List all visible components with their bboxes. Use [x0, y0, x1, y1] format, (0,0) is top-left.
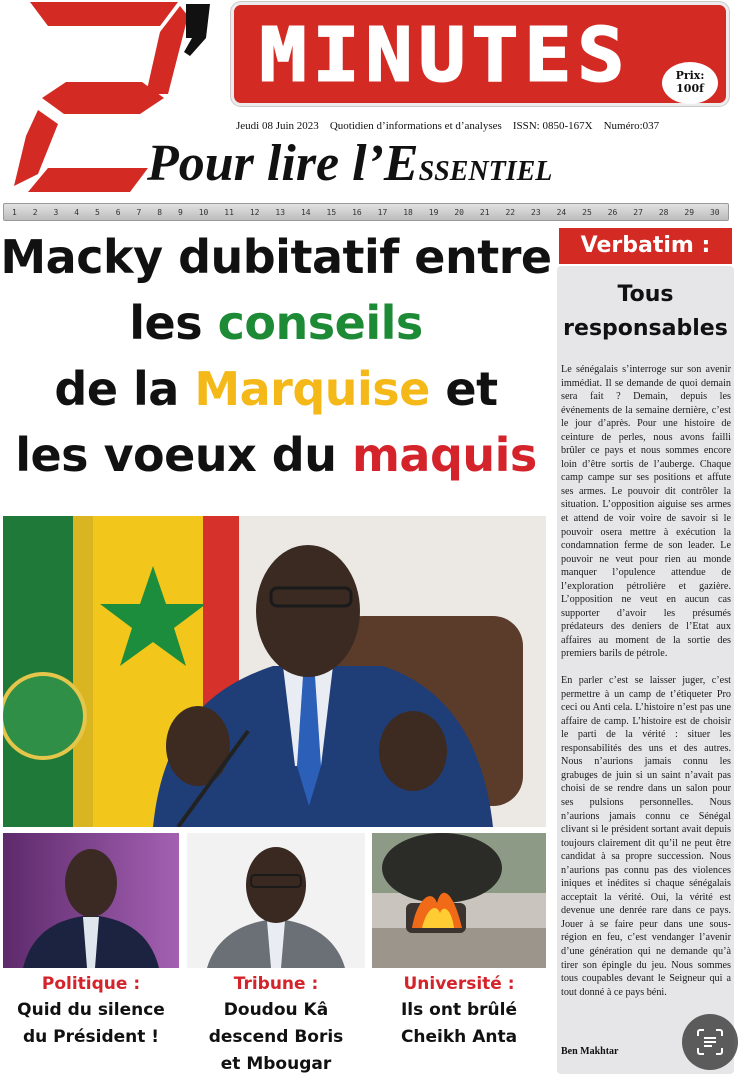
verbatim-author: Ben Makhtar [561, 1046, 619, 1057]
ticker-mark: 23 [531, 207, 541, 217]
story-title-line: et Mbougar [220, 1054, 332, 1074]
headline-line3-c: et [429, 362, 498, 416]
ticker-mark: 28 [658, 207, 669, 217]
headline-line3 [0, 356, 552, 422]
title-banner [231, 2, 729, 106]
ticker-mark: 22 [505, 207, 516, 217]
newspaper-title: MINUTES [259, 13, 631, 99]
headline-line2-a: les [129, 296, 218, 350]
story-title-line: Quid du silence [17, 1000, 165, 1020]
ticker-mark: 11 [224, 207, 234, 217]
story-title-line: du Président ! [22, 1027, 160, 1047]
verbatim-title-line1: Tous [617, 282, 674, 307]
ticker-mark: 17 [377, 207, 388, 217]
ticker-mark: 25 [582, 207, 592, 217]
story-photo-tribune [187, 833, 365, 968]
ticker-mark: 30 [709, 207, 720, 217]
slogan [147, 133, 732, 198]
main-photo-president [3, 516, 546, 827]
ticker-mark: 9 [177, 207, 183, 217]
scan-text-icon [695, 1027, 725, 1057]
ticker-mark: 14 [300, 207, 311, 217]
ticker-strip [3, 203, 729, 221]
main-headline [0, 224, 552, 488]
story-politique[interactable] [3, 972, 179, 1051]
story-title-line: Cheikh Anta [400, 1027, 518, 1047]
issue-date: Jeudi 08 Juin 2023 [236, 120, 319, 132]
headline-line2 [0, 290, 552, 356]
verbatim-article [561, 363, 731, 1012]
ticker-mark: 5 [94, 207, 100, 217]
headline-word-marquise: Marquise [194, 362, 430, 416]
verbatim-title [559, 278, 732, 346]
headline-line1: Macky dubitatif entre [0, 230, 552, 284]
ticker-mark: 21 [479, 207, 490, 217]
story-category: Politique : [41, 974, 141, 994]
verbatim-paragraph-2: En parler c’est se laisser juger, c’est permettre à un camp de t’étiqueter Pro ceci ou Anti cela. L’histoire n’est pas une affaire de camp. L’histoire est de choisir le parti de la vérité : situer les responsabilités des uns et des autres. Nous n’aurions jamais connu les grabuges de juin si un saint n’avait pas choisi de se rendre dans un salon pour ses pulsions personnelles. Nous n’aurions jamais connu ce Sénégal clivant si le président sortant avait depuis toujours clairement dit qu’il ne peut être candidat à sa propre succession. Nous n’aurions pas connu pas des violences iniques et inédites si chaque sénégalais acceptait la vérité. Oui, la vérité est devenue une denrée rare dans ce pays. Jouer à se faire peur dans une sous-région en feu, c’est vendanger l’avenir d’une génération qui ne demande qu’à tirer son épingle du jeu. Nous sommes tous coupables devant le Seigneur qui a tout donné à ce pays béni. [561, 675, 731, 998]
scan-text-button[interactable] [682, 1014, 738, 1070]
main-photo-illustration [3, 516, 546, 827]
issue-number: Numéro:037 [603, 120, 660, 132]
verbatim-title-line2: responsables [563, 316, 728, 341]
verbatim-header: Verbatim : [559, 228, 732, 264]
ticker-mark: 27 [633, 207, 643, 217]
headline-word-conseils: conseils [217, 296, 423, 350]
issn: ISSN: 0850-167X [512, 120, 593, 132]
ticker-mark: 6 [115, 207, 121, 217]
price-label: Prix: [675, 69, 705, 82]
issue-meta [236, 120, 726, 132]
story-category: Tribune : [233, 974, 319, 994]
slogan-part1: Pour lire l’ [147, 135, 384, 192]
ticker-mark: 13 [275, 207, 286, 217]
ticker-mark: 24 [556, 207, 567, 217]
story-photo-universite [372, 833, 546, 968]
headline-line3-a: de la [54, 362, 195, 416]
headline-line4 [0, 422, 552, 488]
ticker-mark: 4 [74, 207, 80, 217]
headline-line4-a: les voeux du [15, 428, 352, 482]
ticker-mark: 2 [32, 207, 38, 217]
tagline: Quotidien d’informations et d’analyses [329, 120, 502, 132]
story-universite[interactable] [372, 972, 546, 1051]
price-badge [662, 62, 718, 104]
logo-apostrophe [180, 4, 214, 64]
ticker-mark: 16 [352, 207, 362, 217]
story-photo-tribune-illustration [187, 833, 365, 968]
ticker-mark: 7 [136, 207, 142, 217]
story-photo-universite-illustration [372, 833, 546, 968]
ticker-mark: 12 [249, 207, 260, 217]
story-title-line: Doudou Kâ [223, 1000, 329, 1020]
price-value: 100f [676, 82, 704, 95]
story-title-line: Ils ont brûlé [400, 1000, 518, 1020]
slogan-part3: ssentiel [418, 144, 553, 189]
story-category: Université : [403, 974, 515, 994]
ticker-mark: 15 [326, 207, 337, 217]
ticker-mark: 19 [428, 207, 439, 217]
ticker-mark: 29 [684, 207, 695, 217]
story-tribune[interactable] [187, 972, 365, 1078]
ticker-mark: 10 [198, 207, 209, 217]
verbatim-paragraph-1: Le sénégalais s’interroge sur son avenir immédiat. Il se demande de quoi demain sera fait ? Demain, depuis les événements de la semaine dernière, c’est le jour d’après. Pour une histoire de ceinture de perles, nous avons failli brûler ce pays et nous sommes encore loin d’être sortis de l’auberge. Chaque camp campe sur ses positions et affute ses armes. Le pouvoir dit contrôler la situation. L’opposition aiguise ses armes et attend de voir voire de savoir si le pouvoir osera mettre à exécution la condamnation ferme de son leader. Le pouvoir ne veut pour rien au monde manquer l’opulence attendue de l’exploration pétrolière et gazière. L’opposition ne veut en aucun cas supporter d’avoir les présumés prédateurs des deniers de l’Etat aux affaires au moment de la sortie des premiers barils de pétrole. [561, 364, 731, 660]
slogan-part2: E [383, 135, 419, 192]
headline-word-maquis: maquis [351, 428, 537, 482]
ticker-mark: 18 [403, 207, 413, 217]
story-photo-politique-illustration [3, 833, 179, 968]
ticker-mark: 1 [11, 207, 17, 217]
ticker-mark: 8 [157, 207, 163, 217]
ticker-mark: 26 [607, 207, 618, 217]
story-photo-politique [3, 833, 179, 968]
story-title-line: descend Boris [208, 1027, 344, 1047]
ticker-mark: 3 [53, 207, 59, 217]
ticker-mark: 20 [454, 207, 464, 217]
